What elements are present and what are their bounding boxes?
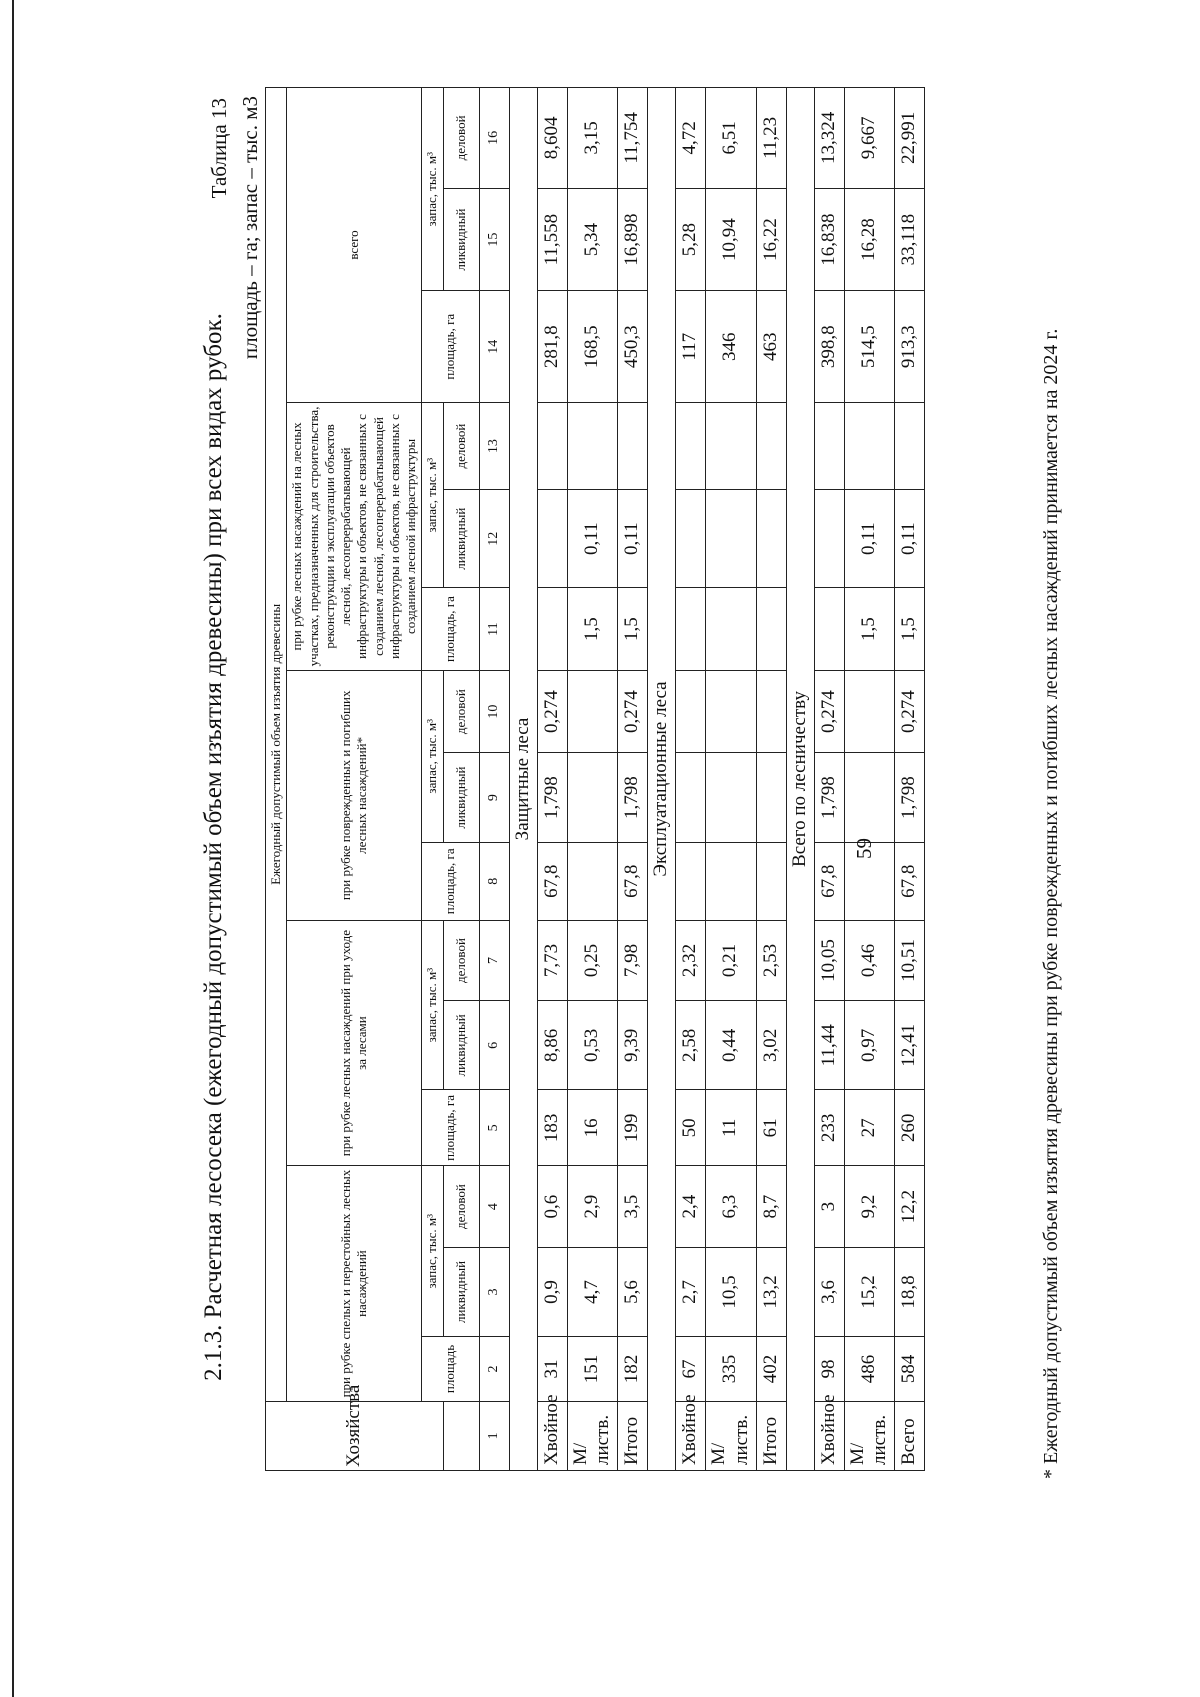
table-cell (706, 588, 757, 671)
table-cell: 5,28 (676, 188, 706, 291)
table-cell: 22,991 (895, 88, 925, 189)
section-title: Эксплуатационные леса (648, 88, 676, 1471)
table-cell: 0,97 (844, 1001, 895, 1090)
table-cell: 12,41 (895, 1001, 925, 1090)
row-label: Итого (618, 1401, 648, 1470)
header-farms: Хозяйства (266, 1401, 444, 1470)
table-row (706, 88, 757, 1471)
table-row (756, 88, 786, 1471)
table-cell: 1,798 (895, 753, 925, 842)
table-cell: 199 (618, 1090, 648, 1166)
header-group-mature: при рубке спелых и перестойных лесных насаждений (287, 1166, 422, 1401)
page-title: 2.1.3. Расчетная лесосека (ежегодный допустимый объем изъятия древесины) при всех видах рубок. (200, 313, 227, 1381)
table-cell: 0,11 (895, 490, 925, 588)
section-title: Всего по лесничеству (786, 88, 814, 1471)
table-cell: 2,32 (676, 920, 706, 1000)
table-cell (567, 753, 618, 842)
table-cell: 0,53 (567, 1001, 618, 1090)
header-annual-volume: Ежегодный допустимый объем изъятия древесины (266, 88, 287, 1402)
table-cell: 0,25 (567, 920, 618, 1000)
table-cell: 7,73 (537, 920, 567, 1000)
table-row (537, 88, 567, 1471)
header-area: площадь, га (422, 1090, 479, 1166)
column-number-cell: 7 (479, 920, 509, 1000)
table-cell: 0,274 (618, 670, 648, 753)
table-cell: 1,5 (895, 588, 925, 671)
table-cell: 151 (567, 1337, 618, 1402)
table-cell: 11,23 (756, 88, 786, 189)
table-cell: 0,274 (895, 670, 925, 753)
table-cell: 0,9 (537, 1247, 567, 1336)
row-label: М/листв. (567, 1401, 618, 1470)
table-cell: 1,5 (618, 588, 648, 671)
table-cell: 8,86 (537, 1001, 567, 1090)
column-number-cell: 5 (479, 1090, 509, 1166)
header-group-total: всего (287, 88, 422, 403)
header-liquid: ликвидный (443, 188, 479, 291)
table-cell (676, 753, 706, 842)
row-label: М/листв. (706, 1401, 757, 1470)
table-cell: 2,4 (676, 1166, 706, 1247)
table-cell (706, 842, 757, 920)
header-empty (443, 1401, 479, 1470)
table-cell (676, 490, 706, 588)
header-business: деловой (443, 1166, 479, 1247)
table-cell (537, 403, 567, 490)
table-cell: 31 (537, 1337, 567, 1402)
table-cell: 0,44 (706, 1001, 757, 1090)
table-cell: 12,2 (895, 1166, 925, 1247)
header-stock: запас, тыс. м³ (422, 1166, 443, 1337)
section-row (648, 88, 676, 1471)
table-cell: 514,5 (844, 291, 895, 403)
table-cell (537, 588, 567, 671)
column-number-cell: 6 (479, 1001, 509, 1090)
table-cell (756, 588, 786, 671)
column-number-cell: 12 (479, 490, 509, 588)
section-row (786, 88, 814, 1471)
table-cell: 9,2 (844, 1166, 895, 1247)
header-stock: запас, тыс. м³ (422, 920, 443, 1090)
table-cell: 16,22 (756, 188, 786, 291)
table-cell: 2,7 (676, 1247, 706, 1336)
table-cell: 1,798 (814, 753, 844, 842)
table-cell: 10,94 (706, 188, 757, 291)
header-business: деловой (443, 920, 479, 1000)
header-group-care: при рубке лесных насаждений при уходе за лесами (287, 920, 422, 1166)
table-cell: 67,8 (618, 842, 648, 920)
table-cell (567, 403, 618, 490)
table-cell: 8,604 (537, 88, 567, 189)
table-cell (814, 490, 844, 588)
table-cell: 16 (567, 1090, 618, 1166)
table-cell (844, 670, 895, 753)
table-cell: 486 (844, 1337, 895, 1402)
row-label: Хвойное (814, 1401, 844, 1470)
table-cell: 10,05 (814, 920, 844, 1000)
row-label: Хвойное (676, 1401, 706, 1470)
table-cell (676, 403, 706, 490)
header-stock: запас, тыс. м³ (422, 670, 443, 842)
header-liquid: ликвидный (443, 1247, 479, 1336)
table-cell: 4,7 (567, 1247, 618, 1336)
table-cell: 67,8 (814, 842, 844, 920)
table-row (814, 88, 844, 1471)
table-cell: 67,8 (537, 842, 567, 920)
table-cell: 8,7 (756, 1166, 786, 1247)
header-stock: запас, тыс. м³ (422, 403, 443, 588)
table-cell (706, 753, 757, 842)
table-row (676, 88, 706, 1471)
table-body (509, 88, 925, 1471)
column-number-cell: 14 (479, 291, 509, 403)
table-cell (756, 842, 786, 920)
table-cell: 16,838 (814, 188, 844, 291)
table-cell: 0,46 (844, 920, 895, 1000)
table-cell (676, 670, 706, 753)
table-cell: 584 (895, 1337, 925, 1402)
table-number: Таблица 13 (207, 98, 231, 199)
table-cell: 6,51 (706, 88, 757, 189)
table-cell: 233 (814, 1090, 844, 1166)
column-number-cell: 16 (479, 88, 509, 189)
page-number: 59 (852, 838, 876, 859)
table-cell (844, 753, 895, 842)
table-cell: 260 (895, 1090, 925, 1166)
table-cell (567, 670, 618, 753)
table-cell: 1,5 (567, 588, 618, 671)
table-row (844, 88, 895, 1471)
header-business: деловой (443, 88, 479, 189)
table-cell: 0,274 (537, 670, 567, 753)
table-cell (537, 490, 567, 588)
table-cell: 0,21 (706, 920, 757, 1000)
table-cell: 402 (756, 1337, 786, 1402)
header-liquid: ликвидный (443, 1001, 479, 1090)
table-cell: 15,2 (844, 1247, 895, 1336)
table-cell: 117 (676, 291, 706, 403)
units-note: площадь – га; запас – тыс. м3 (238, 96, 262, 360)
table-cell (895, 403, 925, 490)
header-group-damaged: при рубке поврежденных и погибших лесных насаждений* (287, 670, 422, 920)
section-row (509, 88, 537, 1471)
table-cell: 6,3 (706, 1166, 757, 1247)
table-cell: 61 (756, 1090, 786, 1166)
row-label: Итого (756, 1401, 786, 1470)
table-cell: 33,118 (895, 188, 925, 291)
table-cell: 3 (814, 1166, 844, 1247)
header-business: деловой (443, 403, 479, 490)
column-number-cell: 3 (479, 1247, 509, 1336)
table-cell: 18,8 (895, 1247, 925, 1336)
table-cell: 98 (814, 1337, 844, 1402)
column-number-cell: 13 (479, 403, 509, 490)
header-business: деловой (443, 670, 479, 753)
table-cell: 5,6 (618, 1247, 648, 1336)
table-cell (676, 842, 706, 920)
table-cell: 168,5 (567, 291, 618, 403)
table-cell: 450,3 (618, 291, 648, 403)
table-cell: 16,898 (618, 188, 648, 291)
table-cell: 10,5 (706, 1247, 757, 1336)
table-cell: 1,798 (537, 753, 567, 842)
section-title: Защитные леса (509, 88, 537, 1471)
table-cell: 1,5 (844, 588, 895, 671)
table-cell (814, 588, 844, 671)
table-cell: 5,34 (567, 188, 618, 291)
table-cell: 183 (537, 1090, 567, 1166)
column-number-cell: 2 (479, 1337, 509, 1402)
row-label: Всего (895, 1401, 925, 1470)
table-cell: 398,8 (814, 291, 844, 403)
column-number-cell: 1 (479, 1401, 509, 1470)
table-cell (756, 670, 786, 753)
table-cell: 1,798 (618, 753, 648, 842)
column-number-cell: 4 (479, 1166, 509, 1247)
header-group-construction: при рубке лесных насаждений на лесных участках, предназначенных для строительства, реконструкции и эксплуатации объектов лесной, лесоперерабатывающей инфраструктуры и объектов, не связанных с созданием лесной, лесоперерабатывающей инфраструктуры и объектов, не связанных с созданием лесной инфраструктуры (287, 403, 422, 671)
table-cell: 67 (676, 1337, 706, 1402)
table-cell (706, 670, 757, 753)
table-cell: 7,98 (618, 920, 648, 1000)
table-cell: 3,6 (814, 1247, 844, 1336)
table-cell (618, 403, 648, 490)
table-cell: 11,44 (814, 1001, 844, 1090)
table-cell: 463 (756, 291, 786, 403)
table-cell (756, 753, 786, 842)
column-number-cell: 11 (479, 588, 509, 671)
header-area: площадь, га (422, 291, 479, 403)
column-number-cell: 10 (479, 670, 509, 753)
table-cell: 0,274 (814, 670, 844, 753)
header-liquid: ликвидный (443, 490, 479, 588)
table-cell (756, 490, 786, 588)
column-number-row (479, 88, 509, 1471)
header-area: площадь (422, 1337, 479, 1402)
table-cell: 27 (844, 1090, 895, 1166)
table-cell (814, 403, 844, 490)
row-label: Хвойное (537, 1401, 567, 1470)
table-cell: 281,8 (537, 291, 567, 403)
table-cell: 9,39 (618, 1001, 648, 1090)
table-cell: 346 (706, 291, 757, 403)
column-number-cell: 8 (479, 842, 509, 920)
table-cell: 335 (706, 1337, 757, 1402)
table-cell: 182 (618, 1337, 648, 1402)
table-cell: 0,11 (844, 490, 895, 588)
table-cell: 67,8 (895, 842, 925, 920)
table-cell: 913,3 (895, 291, 925, 403)
table-cell: 13,324 (814, 88, 844, 189)
footnote: * Ежегодный допустимый объем изъятия древесины при рубке поврежденных и погибших лесных насаждений принимается на 2024 г. (1040, 328, 1062, 1479)
table-cell: 13,2 (756, 1247, 786, 1336)
table-cell (756, 403, 786, 490)
table-cell: 3,15 (567, 88, 618, 189)
header-area: площадь, га (422, 588, 479, 671)
table-row (618, 88, 648, 1471)
table-cell: 0,11 (567, 490, 618, 588)
table-cell: 0,11 (618, 490, 648, 588)
table-cell: 11 (706, 1090, 757, 1166)
table-cell: 2,53 (756, 920, 786, 1000)
table-cell (567, 842, 618, 920)
table-cell: 0,6 (537, 1166, 567, 1247)
table-cell: 3,02 (756, 1001, 786, 1090)
table-row (895, 88, 925, 1471)
table-cell: 2,58 (676, 1001, 706, 1090)
table-cell: 4,72 (676, 88, 706, 189)
header-liquid: ликвидный (443, 753, 479, 842)
table-cell: 16,28 (844, 188, 895, 291)
header-stock: запас, тыс. м³ (422, 88, 443, 291)
table-row (567, 88, 618, 1471)
table-cell: 11,558 (537, 188, 567, 291)
table-cell: 3,5 (618, 1166, 648, 1247)
table-cell: 11,754 (618, 88, 648, 189)
allowable-cut-table (265, 87, 925, 1471)
table-cell (706, 490, 757, 588)
column-number-cell: 15 (479, 188, 509, 291)
column-number-cell: 9 (479, 753, 509, 842)
table-cell (676, 588, 706, 671)
header-area: площадь, га (422, 842, 479, 920)
row-label: М/листв. (844, 1401, 895, 1470)
table-cell: 9,667 (844, 88, 895, 189)
table-cell (844, 403, 895, 490)
table-cell: 2,9 (567, 1166, 618, 1247)
table-cell: 50 (676, 1090, 706, 1166)
table-cell (706, 403, 757, 490)
table-cell: 10,51 (895, 920, 925, 1000)
